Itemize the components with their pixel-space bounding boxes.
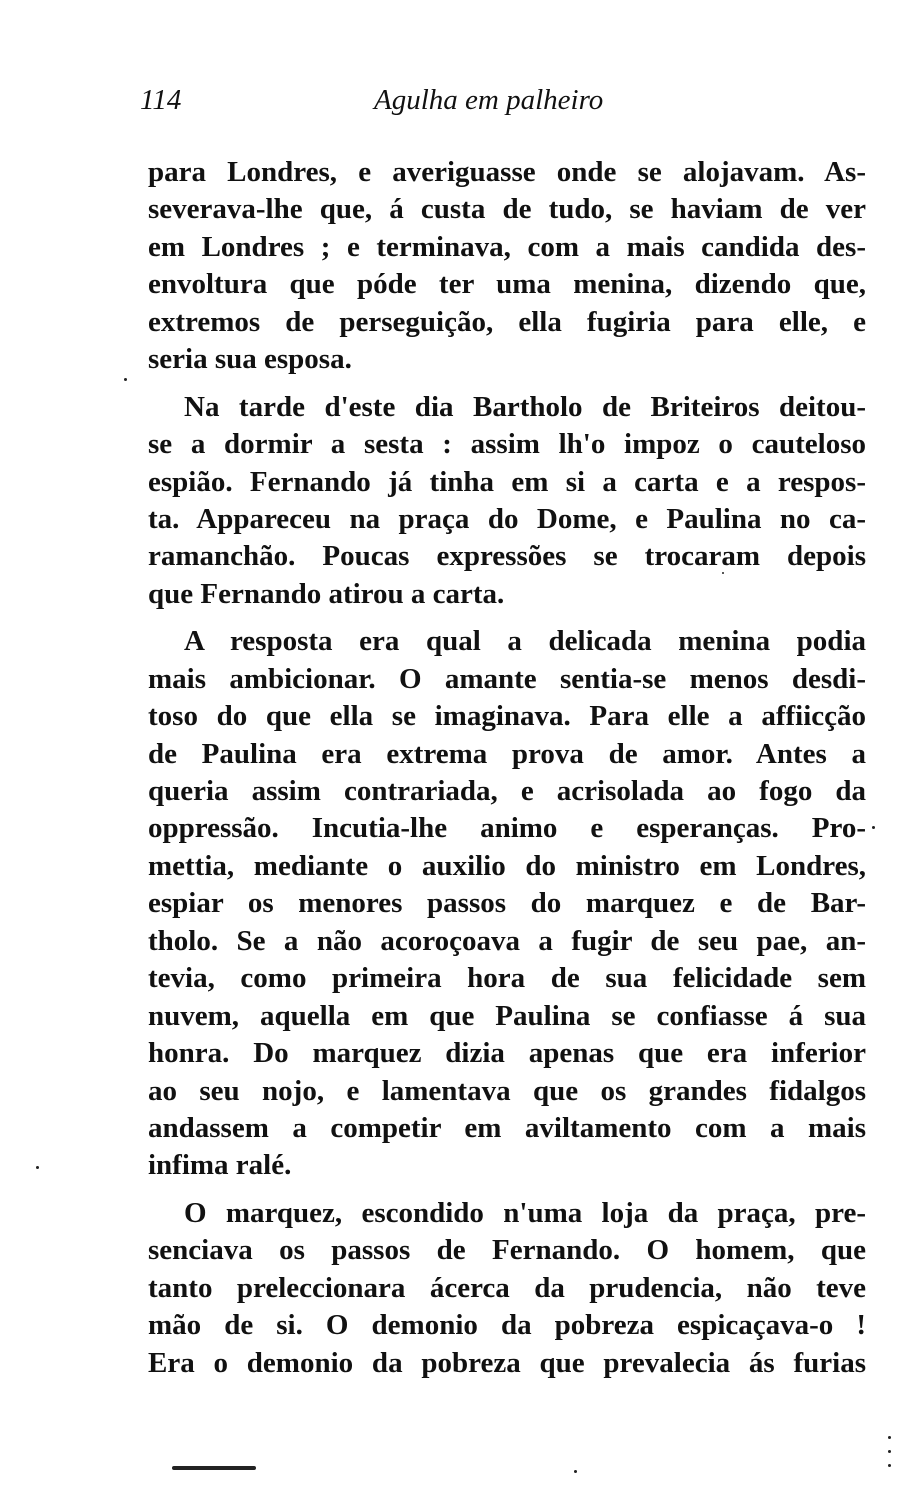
text-line: de Paulina era extrema prova de amor. Antes a [148,737,866,770]
text-line: senciava os passos de Fernando. O homem, que [148,1234,866,1267]
scan-speck [888,1450,891,1453]
text-line: mettia, mediante o auxilio do ministro em Londres, [148,849,866,882]
text-line: espiar os menores passos do marquez e de Bar- [148,887,866,920]
paragraph-4 [148,1195,866,1382]
running-title: Agulha em palheiro [374,84,604,116]
scan-speck [36,1166,39,1169]
paragraph-gap [148,613,866,623]
text-line: O marquez, escondido n'uma loja da praça, pre- [184,1196,866,1229]
scan-speck [888,1436,891,1439]
text-line: nuvem, aquella em que Paulina se confiasse á sua [148,999,866,1032]
text-line: seria sua esposa. [148,343,352,376]
text-line: queria assim contrariada, e acrisolada ao fogo da [148,775,866,807]
text-line: oppressão. Incutia-lhe animo e esperanças. Pro- [148,812,866,845]
text-line: toso do que ella se imaginava. Para elle a affiicção [148,700,866,733]
text-line: tholo. Se a não acoroçoava a fugir de seu pae, an- [148,924,866,957]
footer-rule [172,1466,256,1470]
text-line: em Londres ; e terminava, com a mais candida des- [148,230,866,263]
text-line: severava-lhe que, á custa de tudo, se haviam de ver [148,193,866,226]
text-line: tevia, como primeira hora de sua felicidade sem [148,962,866,995]
paragraph-gap [148,1185,866,1195]
text-line: Na tarde d'este dia Bartholo de Briteiros deitou- [184,390,866,423]
text-line: que Fernando atirou a carta. [148,577,505,610]
text-line: ramanchão. Poucas expressões se trocaram depois [148,540,866,573]
text-line: honra. Do marquez dizia apenas que era inferior [148,1037,866,1070]
running-head [140,84,740,124]
scan-speck [888,1464,891,1467]
text-line: mais ambicionar. O amante sentia-se menos desdi- [148,662,866,695]
scan-speck [722,572,724,574]
body-text [148,154,866,1382]
paragraph-3 [148,623,866,1185]
text-line: extremos de perseguição, ella fugiria para elle, e [148,305,866,338]
text-line: infima ralé. [148,1149,292,1182]
scan-speck [124,378,127,381]
text-line: mão de si. O demonio da pobreza espicaçava-o ! [148,1309,866,1342]
text-line: ao seu nojo, e lamentava que os grandes fidalgos [148,1074,866,1107]
paragraph-1 [148,154,866,379]
text-line: espião. Fernando já tinha em si a carta e a respos- [148,465,866,498]
paragraph-2 [148,389,866,614]
text-line: andassem a competir em aviltamento com a mais [148,1111,866,1144]
text-line: envoltura que póde ter uma menina, dizendo que, [148,268,866,301]
text-line: Era o demonio da pobreza que prevalecia ás furias [148,1346,866,1379]
text-line: A resposta era qual a delicada menina podia [184,625,866,658]
page-number: 114 [140,84,182,116]
text-line: ta. Appareceu na praça do Dome, e Paulina no ca- [148,502,866,535]
text-line: para Londres, e averiguasse onde se alojavam. As- [148,156,866,188]
scan-speck [574,1470,577,1473]
paragraph-gap [148,379,866,389]
scan-speck [872,826,875,829]
text-line: se a dormir a sesta : assim lh'o impoz o cauteloso [148,428,866,461]
text-line: tanto preleccionara ácerca da prudencia, não teve [148,1271,866,1304]
